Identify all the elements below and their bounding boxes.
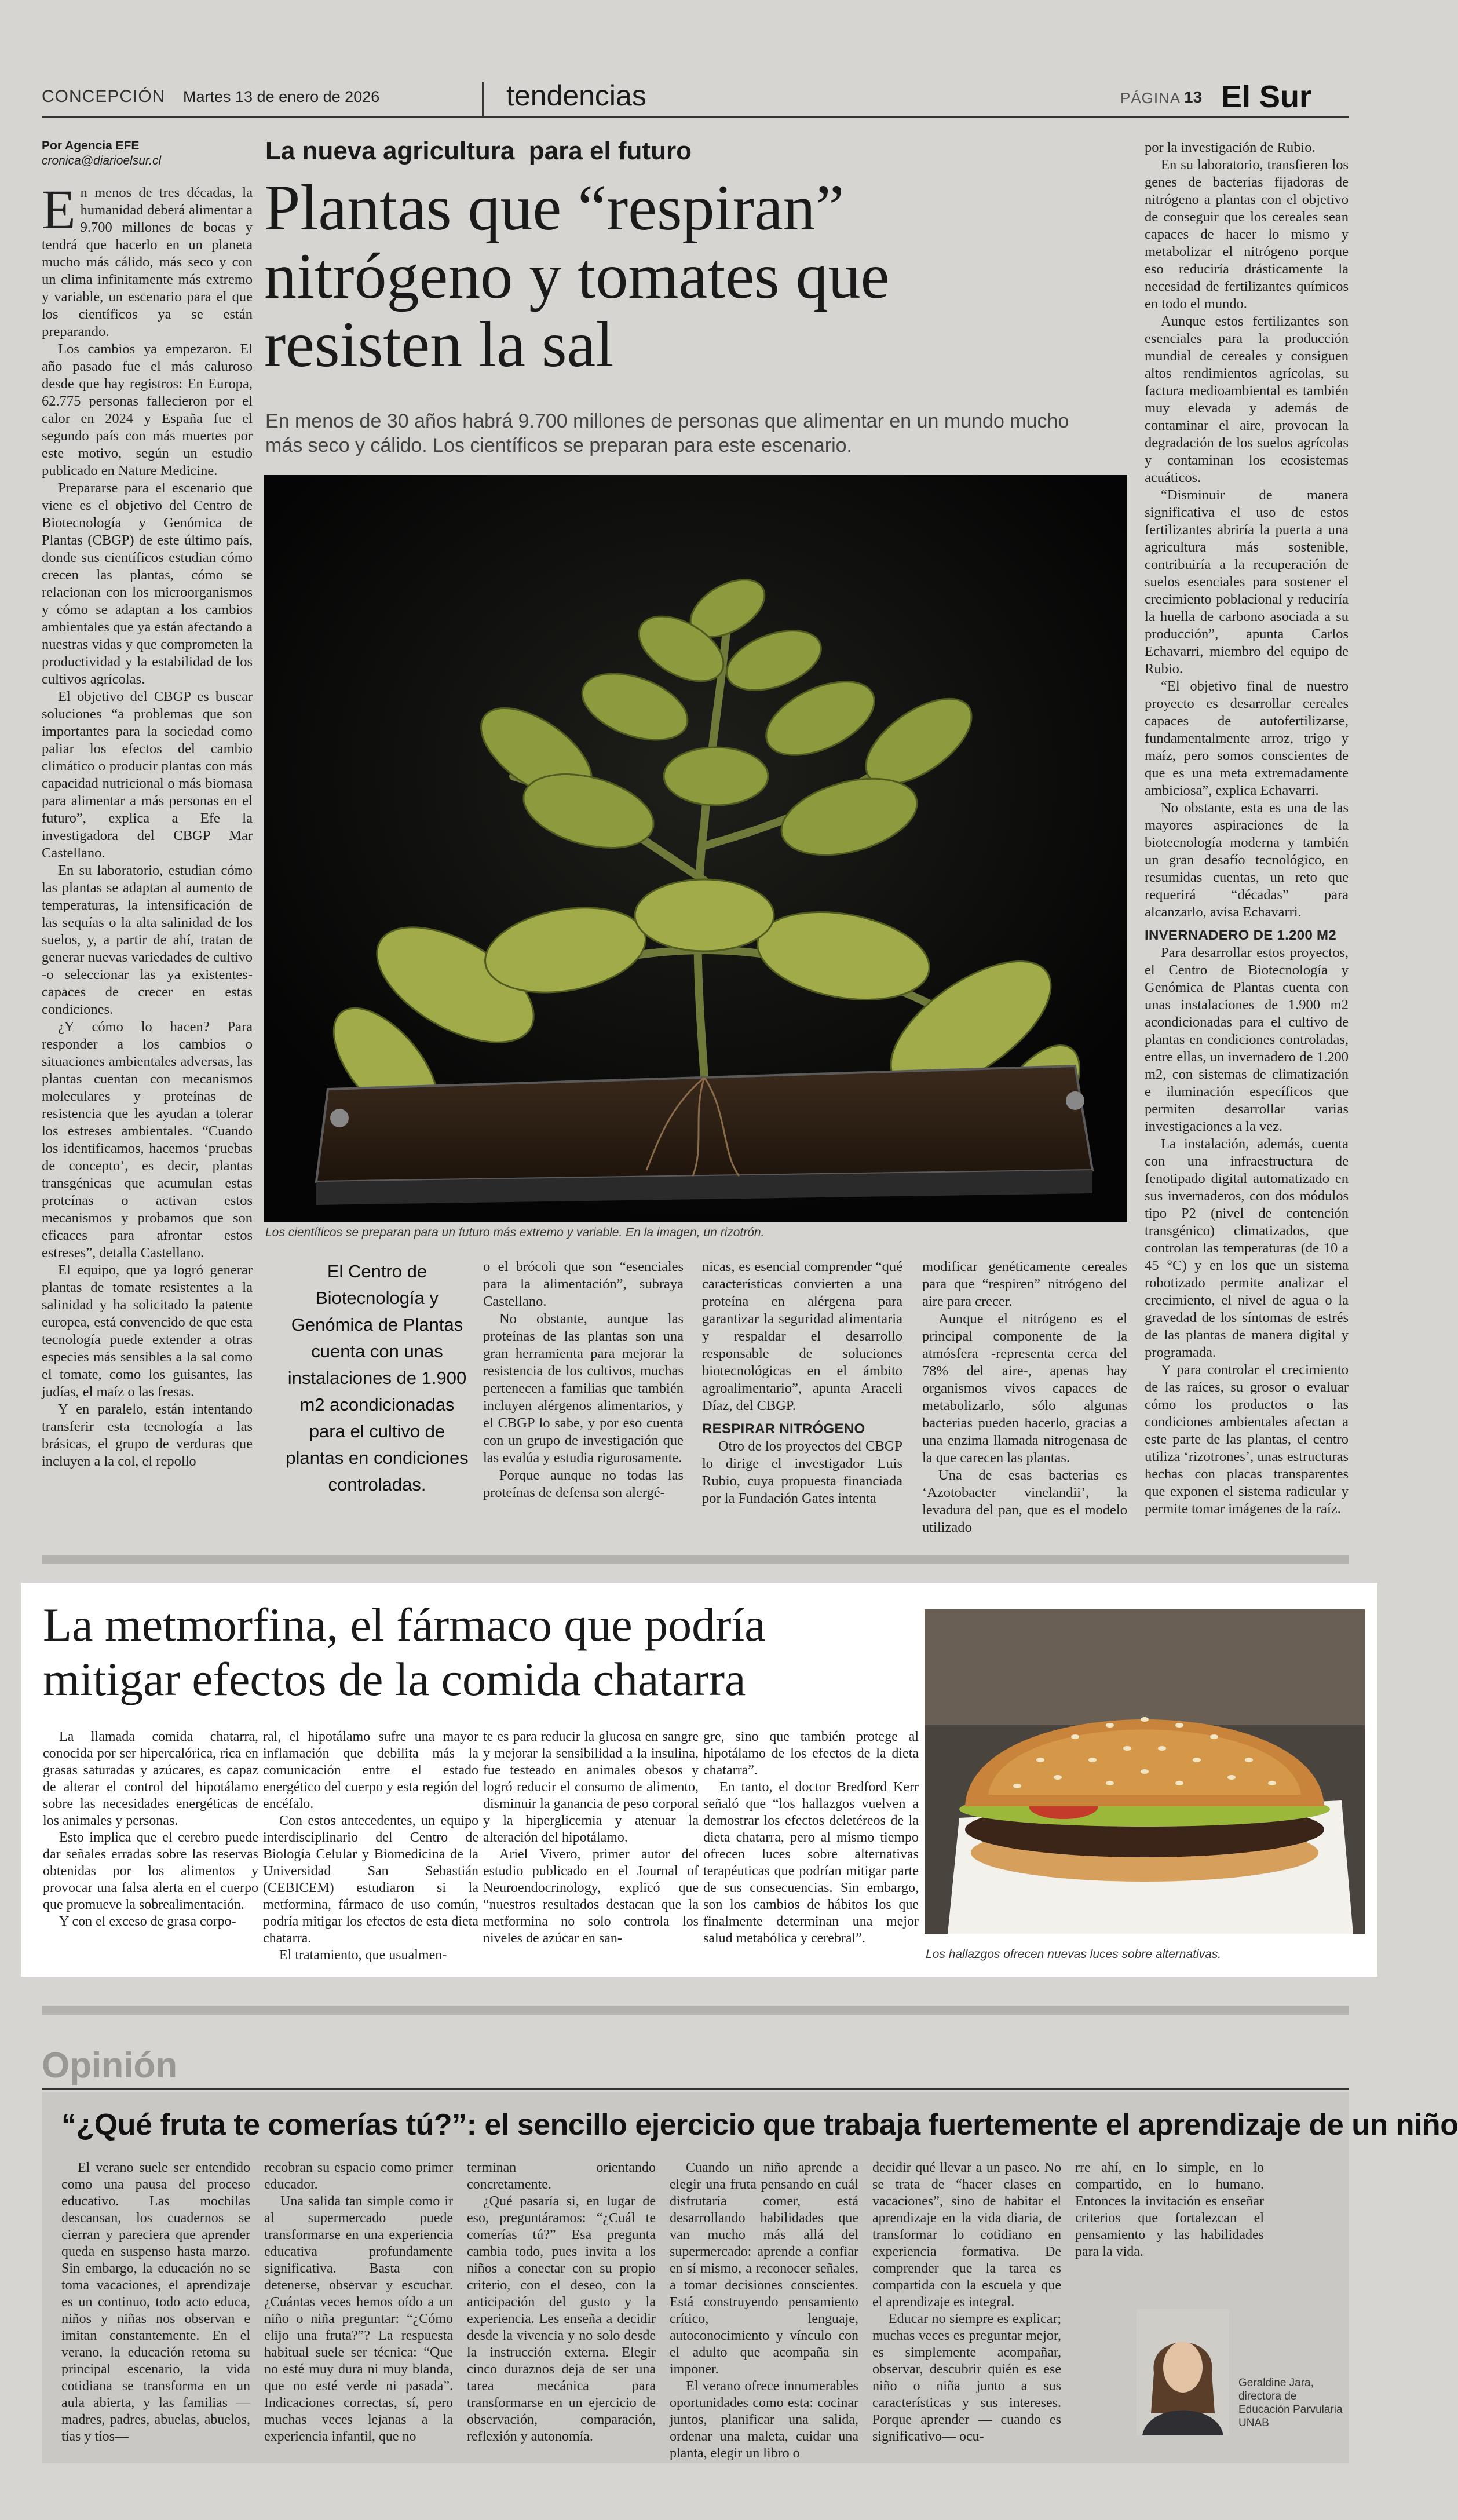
article-paragraph: Los cambios ya empezaron. El año pasado fue el más caluroso desde que hay registros: En Europa, 62.775 personas fallecieron por el calor en 2024 y España fue el segundo país con más muertes por este motivo, según un estudio publicado en Nature Medicine. <box>42 341 253 479</box>
article-paragraph: Otro de los proyectos del CBGP lo dirige el investigador Luis Rubio, cuya propuesta financiada por la Fundación Gates intenta <box>702 1438 902 1506</box>
article-paragraph: Y en paralelo, están intentando transferir esta tecnología a las brásicas, el grupo de verduras que incluyen a la col, el repollo <box>42 1401 253 1469</box>
opinion-column-6 <box>1075 2160 1264 2287</box>
subheading: INVERNADERO DE 1.200 M2 <box>1145 927 1336 943</box>
kicker: La nueva agricultura para el futuro <box>265 137 692 165</box>
article-paragraph: ral, el hipotálamo sufre una mayor inflamación que debilita más la comunicación entre el estado energético del cuerpo y esta región del encéfalo. <box>263 1729 478 1812</box>
headline-line-1: Plantas que “respiran” <box>264 172 845 244</box>
article-paragraph: modificar genéticamente cereales para que “respiren” nitrógeno del aire para crecer. <box>922 1259 1127 1309</box>
author-role-line-3: UNAB <box>1238 2417 1269 2429</box>
article-column-5 <box>922 1258 1127 1535</box>
article-paragraph: El verano ofrece innumerables oportunidades como esta: cocinar juntos, planificar una salida, ordenar una maleta, cuidar una planta, elegir un libro o <box>670 2379 858 2461</box>
author-role-line-1: directora de <box>1238 2390 1297 2402</box>
article-paragraph: Y con el exceso de grasa corpo- <box>59 1914 236 1929</box>
article-paragraph: La llamada comida chatarra, conocida por ser hipercalórica, rica en grasas saturadas y azúcares, es capaz de alterar el control del hipotálamo sobre las necesidades energéticas de los animales y personas. <box>43 1729 258 1828</box>
tomato-plant-illustration <box>264 475 1127 1222</box>
page-label: PÁGINA <box>1120 89 1181 107</box>
article-paragraph: Prepararse para el escenario que viene es el objetivo del Centro de Biotecnología y Genómica de Plantas (CBGP) de este último país, donde sus científicos estudian cómo crecen las plantas, cómo se relacionan con los microorganismos y cómo se adaptan a los cambios ambientales que ya están afectando a nuestras vidas y que comprometen la productividad y la estabilidad de los cultivos agrícolas. <box>42 480 253 687</box>
tomato-plant-photo <box>264 475 1127 1222</box>
article-paragraph: Y para controlar el crecimiento de las raíces, su grosor o evaluar cómo los productos o las condiciones ambientales afectan a este parte de las plantas, el centro utiliza ‘rizotrones’, unas estructuras hechas con placas transparentes que exponen el sistema radicular y permite tomar imágenes de la raíz. <box>1145 1362 1349 1517</box>
article-paragraph: ¿Qué pasaría si, en lugar de eso, preguntáramos: “¿Cuál te comerías tú?” Esa pregunta cambia todo, pues invita a los niños a conectar con su propio criterio, con el deseo, con la anticipación del gusto y la experiencia. Les enseña a decidir desde la vivencia y no solo desde la instrucción externa. Elegir cinco duraznos deja de ser una tarea mecánica para transformarse en un ejercicio de observación, comparación, reflexión y autonomía. <box>467 2194 656 2444</box>
article2-column-2 <box>263 1729 478 1965</box>
subheading: RESPIRAR NITRÓGENO <box>702 1421 865 1437</box>
opinion-column-3 <box>467 2160 656 2449</box>
article-paragraph: El equipo, que ya logró generar plantas de tomate resistentes a la salinidad y ha solicitado la patente europea, está convencido de que esta tecnología puede extender a otras especies más sensibles a la sal como el tomate, como los guisantes, las judías, el maíz o las fresas. <box>42 1262 253 1400</box>
article-paragraph: decidir qué llevar a un paseo. No se trata de “hacer clases en vacaciones”, sino de habitar el aprendizaje en la vida diaria, de transformar lo cotidiano en experiencia formativa. De comprender que la tarea es compartida con la escuela y que el aprendizaje es integral. <box>872 2160 1061 2310</box>
article-paragraph: Porque aunque no todas las proteínas de defensa son alergé- <box>483 1467 684 1500</box>
article-paragraph: El objetivo del CBGP es buscar soluciones “a problemas que son importantes para la sociedad como paliar los efectos del cambio climático o producir plantas con más capacidad nutricional o más biomasa para alimentar a más personas en el futuro”, explica a Efe la investigadora del CBGP Mar Castellano. <box>42 689 253 861</box>
article-column-3 <box>483 1258 684 1513</box>
newspaper-logo: El Sur <box>1221 79 1312 114</box>
section-separator <box>42 1555 1349 1564</box>
opinion-rule <box>42 2088 1349 2090</box>
article-column-6 <box>1145 139 1349 1517</box>
article2-column-3 <box>483 1729 699 1965</box>
opinion-box <box>42 2092 1458 2463</box>
pullquote: El Centro de Biotecnología y Genómica de Plantas cuenta con unas instalaciones de 1.900 m2 acondicionadas para el cultivo de plantas en condiciones controladas. <box>286 1261 469 1495</box>
headline-line-2: nitrógeno y tomates que <box>264 240 890 312</box>
section-separator <box>42 2006 1349 2015</box>
article-paragraph: Una de esas bacterias es ‘Azotobacter vinelandii’, la levadura del pan, que es el modelo utilizado <box>922 1467 1127 1535</box>
opinion-column-2 <box>264 2160 453 2449</box>
article-paragraph: En menos de tres décadas, la humanidad deberá alimentar a 9.700 millones de bocas y tendrá que hacerlo en un planeta mucho más cálido, más seco y con un clima infinitamente más extremo y variable, un escenario para el que los científicos ya se están preparando. <box>42 178 253 339</box>
header-rule <box>42 116 1349 118</box>
article2-box <box>21 1583 1377 1977</box>
headline <box>264 174 1133 379</box>
article-paragraph: Con estos antecedentes, un equipo interdisciplinario del Centro de Biología Celular y Biomedicina de la Universidad San Sebastián (CEBICEM) estudiaron si la metformina, fármaco de uso común, podría mitigar los efectos de esta dieta chatarra. <box>263 1813 478 1946</box>
hamburger-photo <box>925 1609 1365 1934</box>
author-role-line-2: Educación Parvularia <box>1238 2404 1343 2416</box>
article2-column-4 <box>703 1729 919 1965</box>
header-date: Martes 13 de enero de 2026 <box>183 88 380 105</box>
page-number: 13 <box>1184 88 1203 106</box>
hamburger-illustration <box>925 1609 1365 1934</box>
deck-line-1: En menos de 30 años habrá 9.700 millones de personas que alimentar en un mundo mucho <box>265 410 1069 432</box>
article-paragraph: por la investigación de Rubio. <box>1145 140 1316 155</box>
article-paragraph: terminan orientando concretamente. <box>467 2160 656 2192</box>
article-paragraph: No obstante, esta es una de las mayores aspiraciones de la biotecnología moderna y también un gran desafío tecnológico, en resumidas cuentas, un reto que requerirá “décadas” para alcanzarlo, avisa Echavarri. <box>1145 800 1349 920</box>
article-paragraph: En su laboratorio, transfieren los genes de bacterias fijadoras de nitrógeno a plantas con el objetivo de conseguir que los cereales sean capaces de hacer lo mismo y metabolizar el nitrógeno porque eso reduciría drásticamente la necesidad de fertilizantes químicos en todo el mundo. <box>1145 157 1349 312</box>
article2-headline-line-1: La metmorfina, el fármaco que podría <box>43 1598 766 1651</box>
headline-line-3: resisten la sal <box>264 309 614 381</box>
header-divider <box>482 82 484 116</box>
article-paragraph: En su laboratorio, estudian cómo las plantas se adaptan al aumento de temperaturas, la intensificación de las sequías o la alta salinidad de los suelos, y, a partir de ahí, tratan de generar nuevas variedades de cultivo -o seleccionar las ya existentes- capaces de crecer en estas condiciones. <box>42 863 253 1017</box>
opinion-column-4 <box>670 2160 858 2461</box>
article-paragraph: La instalación, además, cuenta con una infraestructura de fenotipado digital automatizado en sus invernaderos, con dos módulos tipo P2 (nivel de contención transgénico) climatizados, que controlan las temperaturas (de 10 a 45 °C) y en los que un sistema robotizado permite analizar el crecimiento, el nivel de agua o la gravedad de los síntomas de estrés de las plantas de manera digital y programada. <box>1145 1136 1349 1360</box>
article-paragraph: Ariel Vivero, primer autor del estudio publicado en el Journal of Neuroendocrinology, explicó que “nuestros resultados destacan que la metformina no solo controla los niveles de azúcar en san- <box>483 1847 699 1946</box>
article-paragraph: Aunque el nitrógeno es el principal componente de la atmósfera -representa cerca del 78% del aire-, apenas hay organismos vivos capaces de metabolizarlo, sólo algunas bacterias pueden hacerlo, gracias a una enzima llamada nitrogenasa de la que carecen las plantas. <box>922 1311 1127 1466</box>
section-title: tendencias <box>506 79 646 112</box>
opinion-label: Opinión <box>42 2046 178 2086</box>
article-paragraph: En tanto, el doctor Bredford Kerr señaló que “los hallazgos vuelven a demostrar los efectos deletéreos de la dieta chatarra, pero al mismo tiempo ofrecen luces sobre alternativas terapéuticas que podrían mitigar parte de sus consecuencias. Sin embargo, son los cambios de hábitos los que finalmente determinan una mejor salud metabólica y cerebral”. <box>703 1780 919 1946</box>
article2-photo-caption: Los hallazgos ofrecen nuevas luces sobre alternativas. <box>926 1948 1222 1961</box>
article-column-4 <box>702 1258 902 1513</box>
article2-headline-line-2: mitigar efectos de la comida chatarra <box>43 1653 746 1705</box>
author-portrait-illustration <box>1137 2309 1229 2435</box>
byline-email: cronica@diarioelsur.cl <box>42 154 162 167</box>
deck <box>265 409 1128 458</box>
article-paragraph: Cuando un niño aprende a elegir una fruta pensando en cuál disfrutaría comer, está desarrollando habilidades que van mucho más allá del supermercado: aprende a confiar en sí mismo, a reconocer señales, a tomar decisiones conscientes. Está construyendo pensamiento crítico, lenguaje, autoconocimiento y vínculo con el adulto que acompaña sin imponer. <box>670 2160 858 2377</box>
opinion-column-5 <box>872 2160 1061 2449</box>
article-paragraph: Para desarrollar estos proyectos, el Centro de Biotecnología y Genómica de Plantas cuenta con unas instalaciones de 1.900 m2 acondicionadas para el cultivo de plantas en condiciones controladas, entre ellas, un invernadero de 1.200 m2, con sistemas de climatización e iluminación específicos que permiten desarrollar varias investigaciones a la vez. <box>1145 945 1349 1134</box>
opinion-headline: “¿Qué fruta te comerías tú?”: el sencillo ejercicio que trabaja fuertemente el aprendizaje de un niño <box>61 2108 1458 2142</box>
article-paragraph: Una salida tan simple como ir al supermercado puede transformarse en una experiencia educativa profundamente significativa. Basta con detenerse, observar y escuchar. ¿Cuántas veces hemos oído a un niño o niña preguntar: “¿Cómo elijo una fruta?”? La respuesta habitual suele ser técnica: “Que no esté muy dura ni muy blanda, que no esté verde ni pasada”. Indicaciones correctas, sí, pero muchas veces lejanas a la experiencia infantil, que no <box>264 2194 453 2444</box>
author-caption <box>1238 2376 1343 2430</box>
photo-caption: Los científicos se preparan para un futuro más extremo y variable. En la imagen, un rizotrón. <box>265 1226 765 1239</box>
article-paragraph: El tratamiento, que usualmen- <box>279 1948 447 1963</box>
article-paragraph: Educar no siempre es explicar; muchas veces es preguntar mejor, es simplemente acompañar, observar, descubrir quién es ese niño o niña junto a sus características y sus intereses. Porque aprender — cuando es significativo— ocu- <box>872 2311 1061 2444</box>
article-paragraph: No obstante, aunque las proteínas de las plantas son una gran herramienta para mejorar la resistencia de los cultivos, muchas pertenecen a familias que también incluyen alérgenos alimentarios, y el CBGP lo sabe, y por eso cuenta con un grupo de investigación que las evalúa y estudia rigurosamente. <box>483 1311 684 1466</box>
article-paragraph: rre ahí, en lo simple, en lo compartido, en lo humano. Entonces la invitación es enseñar criterios que fortalezcan el pensamiento y las habilidades para la vida. <box>1075 2160 1264 2259</box>
author-portrait <box>1137 2309 1229 2435</box>
article-paragraph: te es para reducir la glucosa en sangre y mejorar la sensibilidad a la insulina, fue testeado en animales obesos y logró reducir el consumo de alimento, disminuir la ganancia de peso corporal y la hiperglicemia y atenuar la alteración del hipotálamo. <box>483 1729 699 1845</box>
article2-column-1 <box>43 1729 258 1965</box>
article-paragraph: “El objetivo final de nuestro proyecto es desarrollar cereales capaces de autofertilizarse, fundamentalmente arroz, trigo y maíz, pero somos conscientes de que es una meta extremadamente ambiciosa”, explica Echavarri. <box>1145 678 1349 798</box>
article-column-1 <box>42 178 253 1512</box>
opinion-column-1 <box>61 2160 250 2449</box>
article-paragraph: ¿Y cómo lo hacen? Para responder a los cambios o situaciones ambientales adversas, las plantas cuentan con mecanismos moleculares y proteínas de resistencia que les ayudan a tolerar los estreses ambientales. “Cuando los identificamos, hacemos ‘pruebas de concepto’, es decir, plantas transgénicas que acumulan estas proteínas o activan estos mecanismos y probamos que son eficaces para afrontar estos estreses”, detalla Castellano. <box>42 1019 253 1261</box>
masthead <box>42 76 1349 117</box>
article-paragraph: Aunque estos fertilizantes son esenciales para la producción mundial de cereales y consiguen altos rendimientos agrícolas, su factura medioambiental es también muy elevada y además de contaminar el aire, provocan la degradación de los suelos agrícolas y contaminan los ecosistemas acuáticos. <box>1145 313 1349 485</box>
header-city: CONCEPCIÓN <box>42 87 166 106</box>
article-paragraph: gre, sino que también protege al hipotálamo de los efectos de la dieta chatarra”. <box>703 1729 919 1778</box>
byline: Por Agencia EFE <box>42 139 140 152</box>
article-paragraph: o el brócoli que son “esenciales para la alimentación”, subraya Castellano. <box>483 1259 684 1309</box>
author-name: Geraldine Jara, <box>1238 2377 1314 2389</box>
article-paragraph: El verano suele ser entendido como una pausa del proceso educativo. Las mochilas descansan, los cuadernos se cierran y pareciera que aprender queda en suspenso hasta marzo. Sin embargo, la educación no se toma vacaciones, el aprendizaje es un continuo, todo acto educa, niños y niñas nos observan e imitan constantemente. En el verano, la educación retoma su principal escenario, la vida cotidiana se transforma en un aula abierta, y las familias —madres, padres, abuelas, abuelos, tías y tíos— <box>61 2160 250 2444</box>
article-paragraph: recobran su espacio como primer educador. <box>264 2160 453 2192</box>
article-paragraph: nicas, es esencial comprender “qué características convierten a una proteína en alérgena para garantizar la seguridad alimentaria y respaldar el desarrollo responsable de soluciones biotecnológicas en el ámbito agroalimentario”, apunta Araceli Díaz, del CBGP. <box>702 1259 902 1414</box>
article-paragraph: “Disminuir de manera significativa el uso de estos fertilizantes abriría la puerta a una agricultura más sostenible, contribuiría a la recuperación de suelos esenciales para sostener el crecimiento poblacional y reduciría la huella de carbono asociada a su producción”, apunta Carlos Echavarri, miembro del equipo de Rubio. <box>1145 487 1349 677</box>
article2-headline <box>43 1598 935 1707</box>
article-paragraph: Esto implica que el cerebro puede dar señales erradas sobre las reservas obtenidas por los alimentos y provocar una falsa alerta en el cuerpo que promueve la sobrealimentación. <box>43 1830 258 1912</box>
deck-line-2: más seco y cálido. Los científicos se preparan para este escenario. <box>265 434 852 456</box>
